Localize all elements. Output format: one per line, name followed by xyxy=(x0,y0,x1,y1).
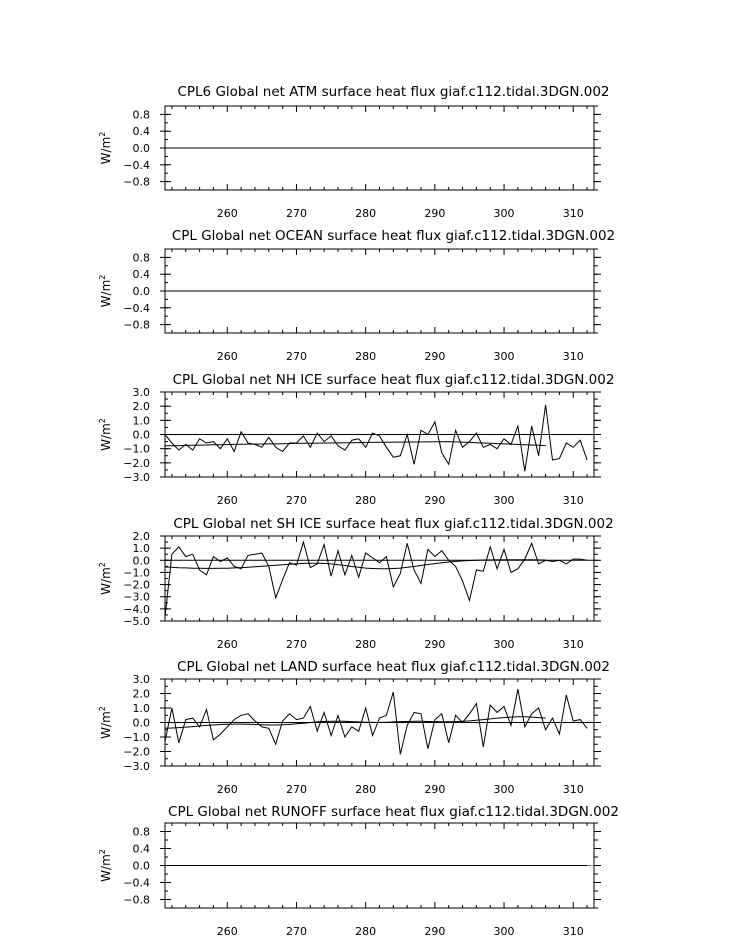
y-tick-label: −0.8 xyxy=(123,175,150,189)
y-tick-label: 0.4 xyxy=(132,842,150,856)
y-tick-label: −0.4 xyxy=(123,876,150,890)
y-tick-label: 2.0 xyxy=(132,687,150,701)
x-tick-label: 270 xyxy=(285,207,307,220)
y-tick-label: 0.0 xyxy=(132,142,150,155)
x-tick-label: 270 xyxy=(285,783,307,796)
series-line-1 xyxy=(165,542,587,617)
panel-title: CPL Global net OCEAN surface heat flux giaf.c112.tidal.3DGN.002 xyxy=(171,228,616,244)
x-tick-label: 290 xyxy=(424,494,446,507)
y-axis-label: $W/m^2$ xyxy=(98,418,113,451)
y-tick-label: −2.0 xyxy=(123,578,150,592)
panel-6 xyxy=(98,804,619,938)
y-tick-label: −1.0 xyxy=(123,731,150,744)
y-tick-label: 0.0 xyxy=(132,428,150,442)
x-tick-label: 270 xyxy=(285,350,307,363)
y-tick-label: −2.0 xyxy=(123,456,150,470)
x-tick-label: 260 xyxy=(216,783,238,796)
y-tick-label: 1.0 xyxy=(132,414,150,428)
x-tick-label: 280 xyxy=(355,350,377,363)
x-tick-label: 290 xyxy=(424,207,446,220)
x-tick-label: 280 xyxy=(355,638,377,651)
y-axis-label: $W/m^2$ xyxy=(98,274,113,308)
x-tick-label: 300 xyxy=(493,925,515,938)
x-tick-label: 310 xyxy=(562,350,584,363)
y-tick-label: −3.0 xyxy=(123,590,150,604)
y-tick-label: 1.0 xyxy=(132,702,150,715)
series-line-1 xyxy=(165,405,587,472)
y-tick-label: 0.0 xyxy=(132,554,150,568)
x-tick-label: 310 xyxy=(562,207,584,220)
x-tick-label: 270 xyxy=(285,925,307,938)
y-tick-label: −1.0 xyxy=(123,442,150,456)
y-tick-label: 0.4 xyxy=(132,125,150,139)
x-tick-label: 310 xyxy=(562,494,584,507)
panel-title: CPL6 Global net ATM surface heat flux giaf.c112.tidal.3DGN.002 xyxy=(177,84,610,100)
x-tick-label: 290 xyxy=(424,638,446,651)
y-tick-label: 0.8 xyxy=(132,825,150,839)
x-tick-label: 310 xyxy=(562,783,584,796)
x-tick-label: 260 xyxy=(216,925,238,938)
panel-5 xyxy=(98,659,610,796)
panel-title: CPL Global net NH ICE surface heat flux giaf.c112.tidal.3DGN.002 xyxy=(172,372,615,388)
y-tick-label: 0.0 xyxy=(132,859,150,873)
x-tick-label: 290 xyxy=(424,925,446,938)
y-axis-label: $W/m^2$ xyxy=(98,706,113,739)
x-tick-label: 280 xyxy=(355,494,377,507)
x-tick-label: 270 xyxy=(285,494,307,507)
x-tick-label: 300 xyxy=(493,207,515,220)
x-tick-label: 260 xyxy=(216,494,238,507)
y-tick-label: −3.0 xyxy=(123,760,150,773)
y-tick-label: 0.8 xyxy=(132,251,150,265)
x-tick-label: 290 xyxy=(424,350,446,363)
y-tick-label: −1.0 xyxy=(123,566,150,580)
x-tick-label: 270 xyxy=(285,638,307,651)
series-line-1 xyxy=(165,689,587,754)
panel-4 xyxy=(98,516,614,651)
y-axis-label: $W/m^2$ xyxy=(98,131,113,165)
panel-1 xyxy=(98,84,610,220)
y-tick-label: −0.8 xyxy=(123,318,150,332)
y-tick-label: 2.0 xyxy=(132,530,150,543)
y-tick-label: 0.0 xyxy=(132,285,150,298)
x-tick-label: 280 xyxy=(355,925,377,938)
y-tick-label: −4.0 xyxy=(123,602,150,616)
x-tick-label: 260 xyxy=(216,350,238,363)
y-tick-label: −3.0 xyxy=(123,471,150,484)
x-tick-label: 290 xyxy=(424,783,446,796)
y-tick-label: −0.8 xyxy=(123,893,150,907)
x-tick-label: 280 xyxy=(355,207,377,220)
y-tick-label: 3.0 xyxy=(132,386,150,399)
y-tick-label: 1.0 xyxy=(132,542,150,556)
y-tick-label: −2.0 xyxy=(123,745,150,759)
x-tick-label: 300 xyxy=(493,783,515,796)
x-tick-label: 260 xyxy=(216,638,238,651)
y-tick-label: 2.0 xyxy=(132,400,150,414)
x-tick-label: 300 xyxy=(493,350,515,363)
y-tick-label: 0.0 xyxy=(132,716,150,730)
x-tick-label: 310 xyxy=(562,638,584,651)
x-tick-label: 300 xyxy=(493,494,515,507)
y-tick-label: 0.8 xyxy=(132,108,150,122)
y-tick-label: 3.0 xyxy=(132,673,150,686)
y-tick-label: 0.4 xyxy=(132,268,150,282)
panel-2 xyxy=(98,228,615,363)
x-tick-label: 260 xyxy=(216,207,238,220)
x-tick-label: 310 xyxy=(562,925,584,938)
x-tick-label: 300 xyxy=(493,638,515,651)
panel-title: CPL Global net SH ICE surface heat flux giaf.c112.tidal.3DGN.002 xyxy=(173,516,614,532)
y-axis-label: $W/m^2$ xyxy=(98,562,113,595)
panel-title: CPL Global net LAND surface heat flux giaf.c112.tidal.3DGN.002 xyxy=(177,659,610,675)
y-tick-label: −5.0 xyxy=(123,615,150,628)
x-tick-label: 280 xyxy=(355,783,377,796)
y-tick-label: −0.4 xyxy=(123,158,150,172)
panel-3 xyxy=(98,372,614,507)
y-axis-label: $W/m^2$ xyxy=(98,849,113,882)
y-tick-label: −0.4 xyxy=(123,301,150,315)
panel-title: CPL Global net RUNOFF surface heat flux giaf.c112.tidal.3DGN.002 xyxy=(168,804,619,820)
